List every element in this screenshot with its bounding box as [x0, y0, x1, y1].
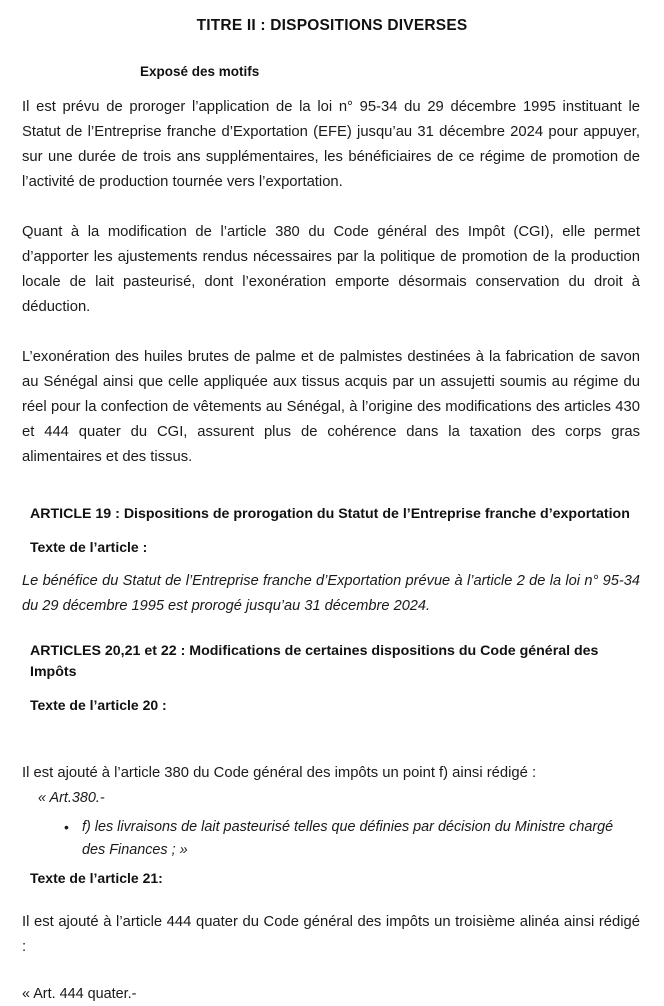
- spacer: [0, 715, 664, 761]
- article-19-texte-label: Texte de l’article :: [30, 538, 148, 555]
- articles-20-21-22-heading: [0, 641, 664, 683]
- article-20-intro: Il est ajouté à l’article 380 du Code général des impôts un point f) ainsi rédigé :: [22, 764, 537, 781]
- article-19-heading-label: ARTICLE 19 :: [30, 505, 124, 522]
- article-21-quote-open: « Art. 444 quater.-: [22, 985, 137, 1002]
- article-21-intro: Il est ajouté à l’article 444 quater du Code général des impôts un troisième alinéa ainsi rédigé :: [22, 913, 640, 955]
- list-item: [64, 816, 640, 862]
- spacer: [22, 960, 640, 982]
- page-title: TITRE II : DISPOSITIONS DIVERSES: [196, 17, 468, 34]
- article-19-texte-body: Le bénéfice du Statut de l’Entreprise franche d’Exportation prévue à l’article 2 de la loi n° 95-34 du 29 décembre 1995 est prorogé jusqu’au 31 décembre 2024.: [22, 572, 640, 614]
- article-20-body: [0, 761, 664, 810]
- article-19-heading-title: Dispositions de prorogation du Statut de l’Entreprise franche d’exportation: [123, 505, 630, 522]
- exposition-paragraph-2: Quant à la modification de l’article 380 du Code général des Impôt (CGI), elle permet d’apporter les ajustements rendus nécessaires par la politique de promotion de la production locale de lait pasteurisé, dont l’exonération emporte désormais conservation du droit à déduction.: [22, 223, 640, 315]
- exposition-paragraph-3: L’exonération des huiles brutes de palme et de palmistes destinées à la fabrication de savon au Sénégal ainsi que celle appliquée aux tissus acquis par un assujetti soumis au régime du réel pour la confection de vêtements au Sénégal, à l’origine des modifications des articles 430 et 444 quater du CGI, assurent plus de cohérence dans la taxation des corps gras alimentaires et des tissus.: [22, 348, 640, 465]
- article-19-body: [0, 569, 664, 619]
- article-20-bullet-list: [0, 816, 664, 862]
- spacer: [0, 888, 664, 910]
- spacer: [0, 557, 664, 569]
- article-21-texte-label: Texte de l’article 21:: [30, 869, 163, 886]
- articles-20-21-22-heading-title: Modifications de certaines dispositions du Code général des Impôts: [30, 642, 599, 680]
- article-20-texte-label: Texte de l’article 20 :: [30, 696, 167, 713]
- articles-20-21-22-heading-label: ARTICLES 20,21 et 22 :: [30, 642, 190, 659]
- bullet-icon: •: [64, 818, 69, 835]
- article-20-quote-open: [22, 786, 640, 810]
- article-19-heading: [0, 504, 664, 525]
- article-21-body: [0, 910, 664, 1006]
- exposition-heading: Exposé des motifs: [140, 64, 260, 80]
- spacer: [0, 470, 664, 504]
- spacer: [0, 619, 664, 641]
- spacer: [0, 683, 664, 695]
- spacer: [0, 525, 664, 537]
- list-item-text: f) les livraisons de lait pasteurisé telles que définies par décision du Ministre chargé des Finances ; »: [82, 818, 614, 858]
- article-20-quote-open-text: « Art.380.-: [38, 789, 105, 806]
- exposition-body: [0, 95, 664, 470]
- exposition-paragraph-1: Il est prévu de proroger l’application de la loi n° 95-34 du 29 décembre 1995 instituant le Statut de l’Entreprise franche d’Exportation (EFE) jusqu’au 31 décembre 2024 pour appuyer, sur une durée de trois ans supplémentaires, les bénéficiaires de ce régime de promotion de l’activité de production tournée vers l’exportation.: [22, 98, 640, 190]
